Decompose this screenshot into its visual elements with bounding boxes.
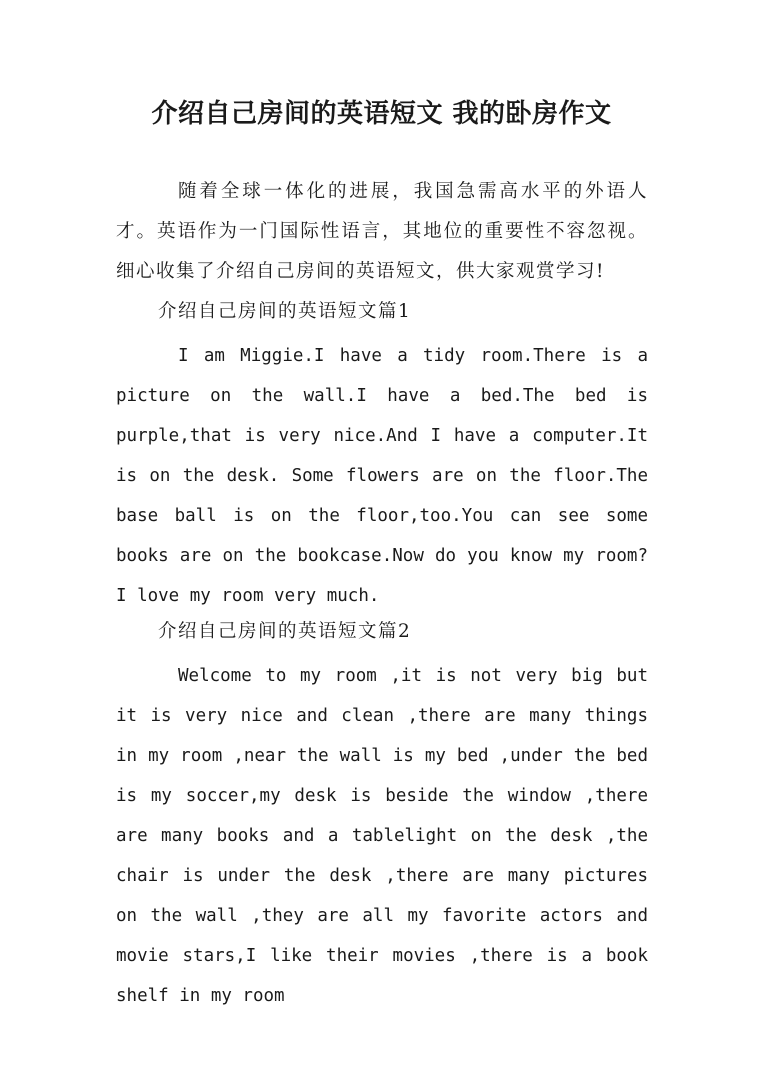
intro-paragraph: 随着全球一体化的进展，我国急需高水平的外语人才。英语作为一门国际性语言，其地位的重要性不容忽视。细心收集了介绍自己房间的英语短文，供大家观赏学习! [116,181,648,282]
section-1-heading: 介绍自己房间的英语短文篇1 [158,301,412,322]
document-title: 介绍自己房间的英语短文 我的卧房作文 [151,99,612,129]
section-2-essay: Welcome to my room ,it is not very big but it is very nice and clean ,there are many things in my room ,near the wall is my bed ,under the bed is my soccer,my desk is beside the window ,there are many books and a tablelight on the desk ,the chair is under the desk ,there are many pictures on the wall ,they are all my favorite actors and movie stars,I like their movies ,there is a book shelf in my room [116,666,648,1006]
section-1-essay: I am Miggie.I have a tidy room.There is a picture on the wall.I have a bed.The bed is purple,that is very nice.And I have a computer.It is on the desk. Some flowers are on the floor.The base ball is on the floor,too.You can see some books are on the bookcase.Now do you know my room?I love my room very much. [116,346,648,606]
section-2-heading: 介绍自己房间的英语短文篇2 [158,621,412,642]
